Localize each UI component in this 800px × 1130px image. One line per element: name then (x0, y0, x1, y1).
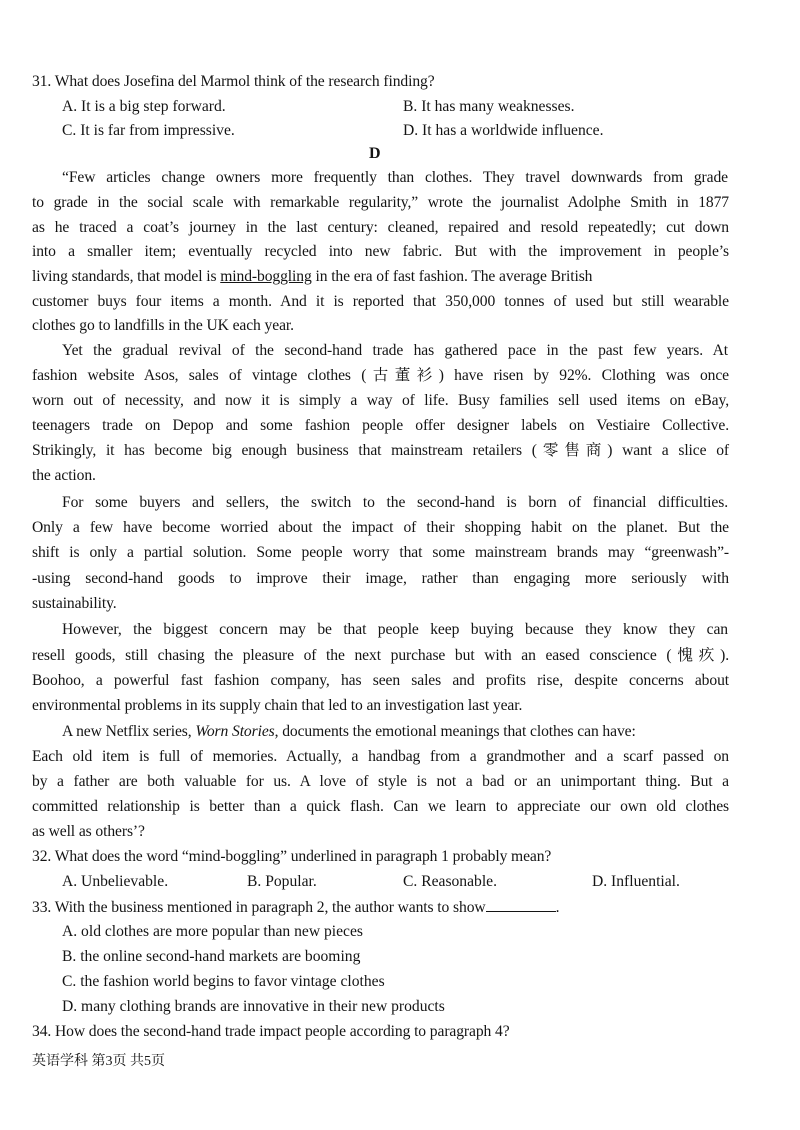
q33-option-c: C. the fashion world begins to favor vintage clothes (62, 973, 385, 990)
p5-line: Each old item is full of memories. Actually, a handbag from a grandmother and a scarf passed on (32, 748, 729, 765)
p1-line (32, 267, 592, 287)
p3-line: For some buyers and sellers, the switch to the second-hand is born of financial difficulties. (62, 494, 728, 511)
q32-option-d: D. Influential. (592, 873, 680, 890)
q32-option-a: A. Unbelievable. (62, 873, 169, 890)
q31-option-c: C. It is far from impressive. (62, 122, 235, 139)
q33-stem (32, 897, 559, 918)
p5-text: A new Netflix series, (62, 723, 192, 740)
underlined-word: mind-boggling (220, 268, 312, 285)
p4-line: However, the biggest concern may be that people keep buying because they know they can (62, 621, 728, 638)
section-letter: D (369, 145, 381, 162)
q33-stem-end: . (555, 899, 560, 916)
p3-line: sustainability. (32, 595, 117, 612)
p1-line: “Few articles change owners more frequently than clothes. They travel downwards from grade (62, 169, 728, 186)
p1-line: into a smaller item; eventually recycled into new fabric. But with the improvement in people’s (32, 243, 729, 260)
q31-option-d: D. It has a worldwide influence. (403, 122, 604, 139)
p3-line: shift is only a partial solution. Some people worry that some mainstream brands may “greenwash”- (32, 544, 729, 561)
p4-line: Boohoo, a powerful fast fashion company, has seen sales and profits rise, despite concerns about (32, 672, 729, 689)
answer-blank (486, 897, 556, 912)
p2-line: Yet the gradual revival of the second-hand trade has gathered pace in the past few years. At (62, 342, 728, 359)
p1-text: in the era of fast fashion. The average British (315, 268, 593, 285)
p3-line: Only a few have become worried about the impact of their shopping habit on the planet. But the (32, 519, 729, 536)
q31-stem: 31. What does Josefina del Marmol think of the research finding? (32, 73, 435, 90)
series-title: Worn Stories (195, 723, 275, 740)
q33-option-d: D. many clothing brands are innovative in their new products (62, 998, 445, 1015)
q33-option-a: A. old clothes are more popular than new pieces (62, 923, 363, 940)
p1-line: clothes go to landfills in the UK each year. (32, 317, 294, 334)
p2-line: Strikingly, it has become big enough business that mainstream retailers (零售商) want a slice of (32, 442, 729, 459)
page-footer: 英语学科 第3页 共5页 (32, 1054, 165, 1069)
p5-line: by a father are both valuable for us. A love of style is not a bad or an unimportant thing. But a (32, 773, 729, 790)
q31-option-b: B. It has many weaknesses. (403, 98, 575, 115)
q32-option-b: B. Popular. (247, 873, 317, 890)
p4-line: environmental problems in its supply chain that led to an investigation last year. (32, 697, 523, 714)
p1-line: customer buys four items a month. And it is reported that 350,000 tonnes of used but still wearable (32, 293, 729, 310)
p2-line: the action. (32, 467, 96, 484)
p2-line: worn out of necessity, and now it is simply a way of life. Busy families sell used items on eBay, (32, 392, 729, 409)
p3-line: -using second-hand goods to improve their image, rather than engaging more seriously with (32, 570, 729, 587)
q33-stem-text: 33. With the business mentioned in paragraph 2, the author wants to show (32, 899, 486, 916)
p5-line: committed relationship is better than a quick flash. Can we learn to appreciate our own old clothes (32, 798, 729, 815)
p1-line: as he traced a coat’s journey in the last century: cleaned, repaired and resold repeatedly; cut down (32, 219, 729, 236)
p5-line: as well as others’? (32, 823, 145, 840)
q31-option-a: A. It is a big step forward. (62, 98, 226, 115)
p5-text: , documents the emotional meanings that clothes can have: (274, 723, 636, 740)
q34-stem: 34. How does the second-hand trade impact people according to paragraph 4? (32, 1023, 510, 1040)
p4-line: resell goods, still chasing the pleasure of the next purchase but with an eased conscience (愧疚). (32, 647, 729, 664)
p1-line: to grade in the social scale with remarkable regularity,” wrote the journalist Adolphe Smith in 1877 (32, 194, 729, 211)
q33-option-b: B. the online second-hand markets are booming (62, 948, 361, 965)
q32-stem: 32. What does the word “mind-boggling” underlined in paragraph 1 probably mean? (32, 848, 552, 865)
q32-option-c: C. Reasonable. (403, 873, 497, 890)
p2-line: fashion website Asos, sales of vintage clothes (古董衫) have risen by 92%. Clothing was once (32, 367, 729, 384)
p2-line: teenagers trade on Depop and some fashion people offer designer labels on Vestiaire Collective. (32, 417, 729, 434)
p5-line (62, 722, 636, 742)
p1-text: living standards, that model is (32, 268, 217, 285)
